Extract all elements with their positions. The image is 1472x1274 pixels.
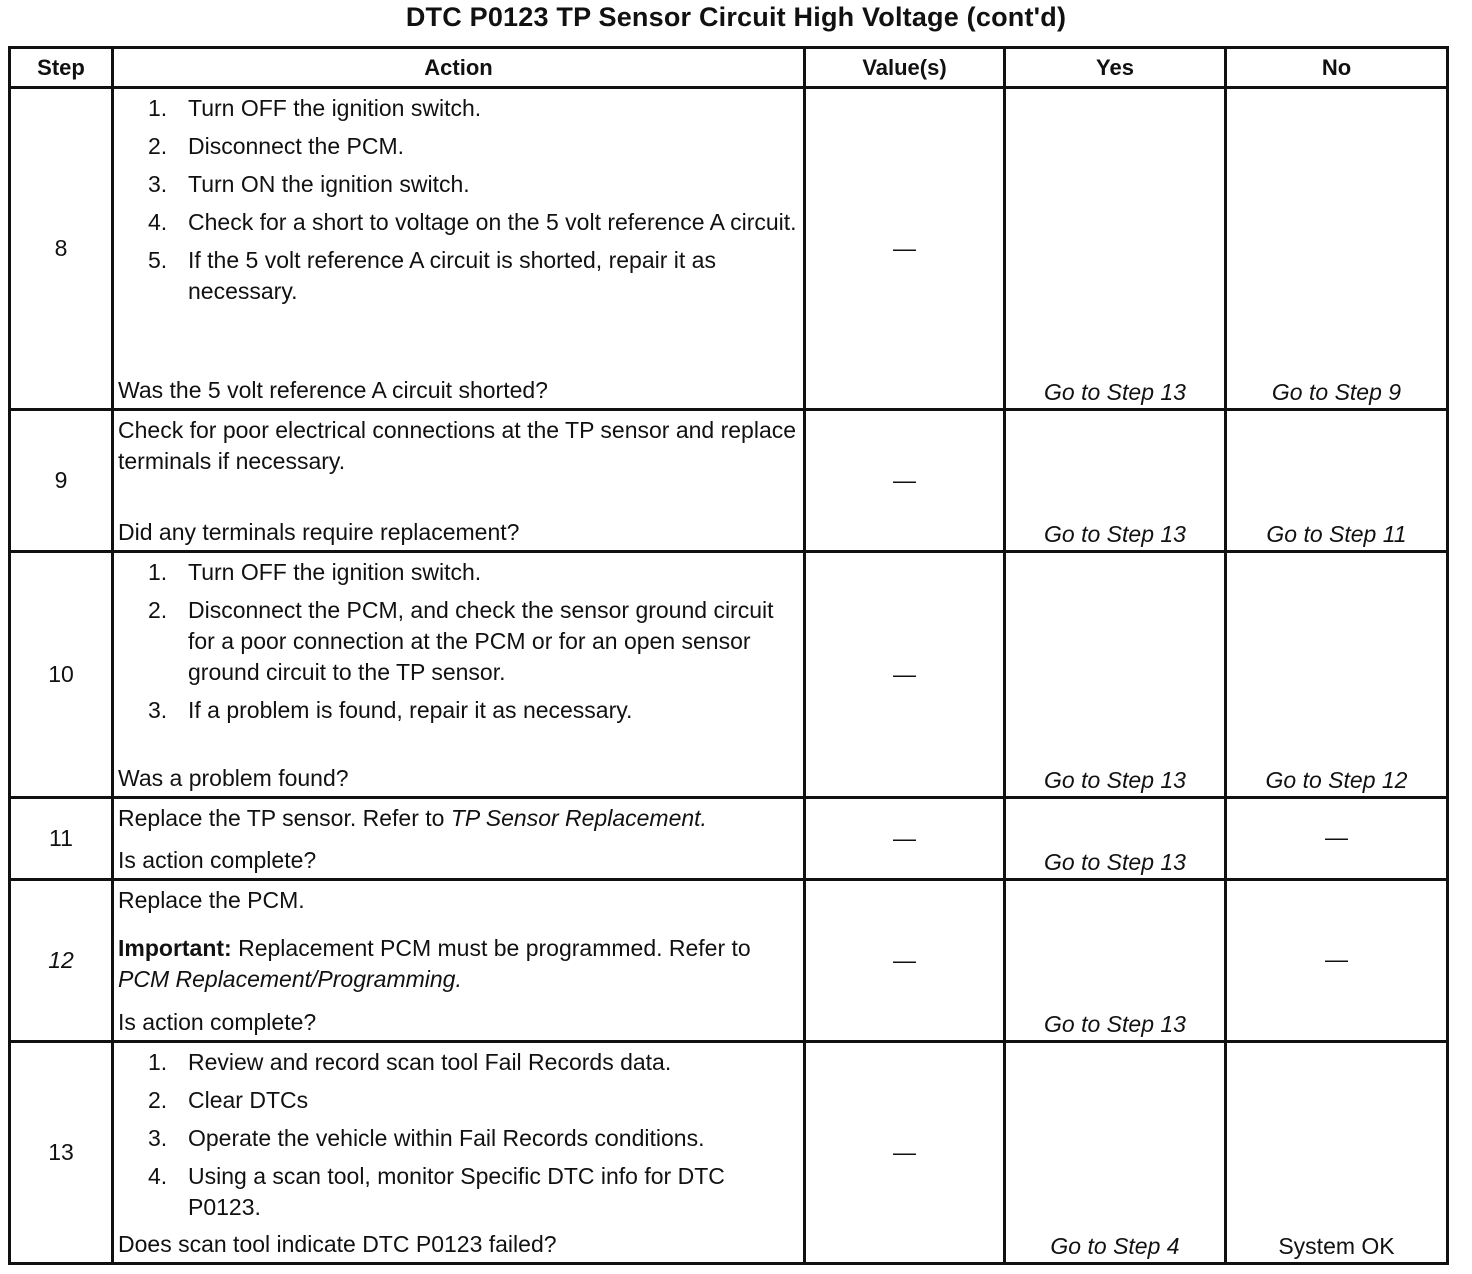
step-number: 8	[10, 88, 113, 410]
no-cell: —	[1226, 880, 1448, 1042]
table-row	[10, 88, 1448, 410]
action-cell	[113, 88, 805, 410]
list-item: 3. Turn ON the ignition switch.	[148, 171, 470, 197]
action-question: Does scan tool indicate DTC P0123 failed?	[118, 1231, 557, 1257]
list-item: 1. Turn OFF the ignition switch.	[148, 95, 482, 121]
table-row	[10, 410, 1448, 552]
yes-cell: Go to Step 13	[1005, 410, 1226, 552]
step-number: 13	[10, 1042, 113, 1264]
yes-cell: Go to Step 13	[1005, 880, 1226, 1042]
value-cell: —	[805, 798, 1005, 880]
no-cell: Go to Step 11	[1226, 410, 1448, 552]
step-number: 11	[10, 798, 113, 880]
list-item: 1. Turn OFF the ignition switch.	[148, 559, 482, 585]
list-item: 1. Review and record scan tool Fail Records data.	[148, 1049, 672, 1075]
table-row	[10, 880, 1448, 1042]
col-header-yes: Yes	[1005, 48, 1226, 88]
list-item: 2. Clear DTCs	[148, 1087, 309, 1113]
action-text: Replace the TP sensor. Refer to TP Sensor Replacement.	[118, 805, 707, 831]
action-cell	[113, 552, 805, 798]
action-question: Is action complete?	[118, 847, 317, 873]
table-row	[10, 798, 1448, 880]
step-number: 9	[10, 410, 113, 552]
action-list	[118, 89, 799, 307]
step-number: 12	[10, 880, 113, 1042]
action-cell	[113, 798, 805, 880]
reference-link: PCM Replacement/Programming.	[118, 965, 462, 992]
value-cell: —	[805, 552, 1005, 798]
col-header-action: Action	[113, 48, 805, 88]
action-question: Did any terminals require replacement?	[118, 519, 520, 545]
yes-cell: Go to Step 13	[1005, 798, 1226, 880]
yes-cell: Go to Step 13	[1005, 552, 1226, 798]
action-text: Replace the PCM.	[118, 887, 305, 913]
no-cell: Go to Step 12	[1226, 552, 1448, 798]
table-row	[10, 552, 1448, 798]
list-item: 5. If the 5 volt reference A circuit is shorted, repair it as necessary.	[148, 247, 716, 304]
value-cell: —	[805, 410, 1005, 552]
list-item: 3. Operate the vehicle within Fail Records conditions.	[148, 1125, 705, 1151]
action-cell	[113, 1042, 805, 1264]
col-header-no: No	[1226, 48, 1448, 88]
action-list	[118, 553, 799, 726]
list-item: 3. If a problem is found, repair it as necessary.	[148, 697, 633, 723]
value-cell: —	[805, 880, 1005, 1042]
yes-cell: Go to Step 4	[1005, 1042, 1226, 1264]
reference-link: TP Sensor Replacement.	[450, 805, 707, 831]
list-item: 4. Using a scan tool, monitor Specific DTC info for DTC P0123.	[148, 1163, 725, 1220]
action-question: Was the 5 volt reference A circuit shorted?	[118, 377, 548, 403]
header-row	[10, 48, 1448, 88]
table-row	[10, 1042, 1448, 1264]
yes-cell: Go to Step 13	[1005, 88, 1226, 410]
diagnostic-table	[8, 46, 1449, 1265]
list-item: 4. Check for a short to voltage on the 5 volt reference A circuit.	[148, 209, 797, 235]
list-item: 2. Disconnect the PCM.	[148, 133, 405, 159]
action-list	[118, 1043, 799, 1223]
important-note: Important: Replacement PCM must be programmed. Refer to PCM Replacement/Programming.	[118, 934, 751, 992]
action-cell	[113, 410, 805, 552]
action-text: Check for poor electrical connections at the TP sensor and replace terminals if necessary.	[118, 417, 797, 474]
action-cell	[113, 880, 805, 1042]
col-header-step: Step	[10, 48, 113, 88]
page-title: DTC P0123 TP Sensor Circuit High Voltage (cont'd)	[405, 2, 1067, 32]
no-cell: Go to Step 9	[1226, 88, 1448, 410]
no-cell: System OK	[1226, 1042, 1448, 1264]
step-number: 10	[10, 552, 113, 798]
action-question: Is action complete?	[118, 1009, 317, 1035]
value-cell: —	[805, 1042, 1005, 1264]
no-cell: —	[1226, 798, 1448, 880]
value-cell: —	[805, 88, 1005, 410]
action-question: Was a problem found?	[118, 765, 349, 791]
col-header-values: Value(s)	[805, 48, 1005, 88]
list-item: 2. Disconnect the PCM, and check the sensor ground circuit for a poor connection at the PCM or for an open sensor ground circuit to the TP sensor.	[148, 597, 774, 685]
